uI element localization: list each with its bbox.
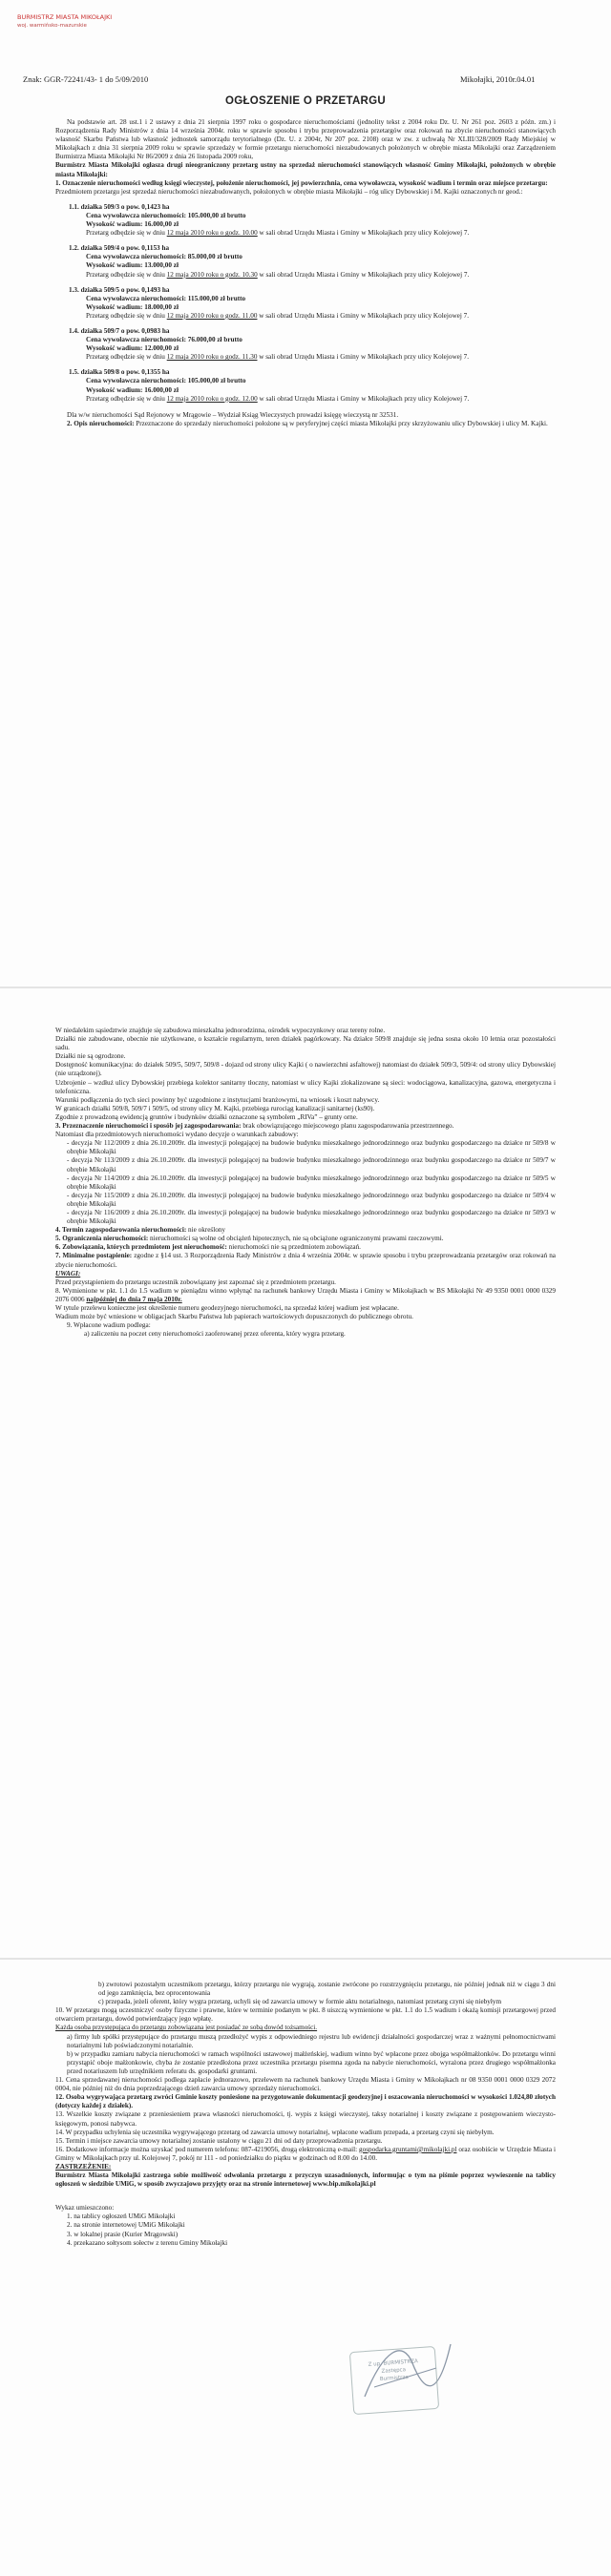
plot-time-suffix: w sali obrad Urzędu Miasta i Gminy w Mikołajkach przy ulicy Kolejowej 7. [259, 270, 470, 279]
stamp-line-2: Zastępca [381, 2367, 407, 2375]
announcement-body-1 [55, 118, 556, 428]
point-10a: a) firmy lub spółki przystępujące do przetargu muszą przedłożyć wypis z odpowiedniego rejestru lub ewidencji działalności gospodarczej wraz z ważnymi pełnomocnictwami notarialnymi lub poświadczonymi notarialnie. [67, 2032, 556, 2049]
plot-auction-date: 12 maja 2010 roku o godz. 11.30 [166, 353, 258, 362]
point-1-heading: 1. Oznaczenie nieruchomości według księgi wieczystej, położenie nieruchomości, jej powierzchnia, cena wywoławcza, wysokość wadium i termin oraz miejsce przetargu: [55, 178, 548, 187]
point-11: 11. Cena sprzedawanej nieruchomości podlega zapłacie jednorazowo, przelewem na rachunek bankowy Urzędu Miasta i Gminy w Mikołajkach nr 08 9350 0001 0000 0329 2072 0004, nie później niż do dnia poprzedzającego dzień zawarcia umowy sprzedaży nieruchomości. [55, 2076, 556, 2093]
point-7-label: 7. Minimalne postąpienie: [55, 1252, 133, 1260]
plot-item [55, 203, 556, 238]
plot-price: Cena wywoławcza nieruchomości: 105.000,00 zł brutto [86, 377, 246, 385]
plot-heading: 1.1. działka 509/3 o pow. 0,1423 ha [69, 202, 170, 211]
point-16-text: 16. Dodatkowe informacje można uzyskać pod numerem telefonu: 087-4219056, drogą elektroniczną e-mail: [55, 2145, 358, 2153]
point-7-text: zgodne z §14 ust. 3 Rozporządzenia Rady Ministrów z dnia 4 września 2004r. w sprawie sposobu i trybu przeprowadzania przetargów oraz rokowań na zbycie nieruchomości. [55, 1252, 556, 1269]
intro-paragraph: Na podstawie art. 28 ust.1 i 2 ustawy z dnia 21 sierpnia 1997 roku o gospodarce nieruchomościami (jednolity tekst z 2004 roku Dz. U. Nr 261 poz. 2603 z późn. zm.) i Rozporządzenia Rady Ministrów z dnia 14 września 2004r. roku w sprawie sposobu i trybu przeprowadzenia przetargów oraz rokowań na zbycie nieruchomości stanowiących własność Skarbu Państwa lub własność jednostek samorządu terytorialnego (Dz. U. z 2004r, Nr 207 poz. 2108) oraz w zw. z uchwałą Nr XLIII/328/2009 Rady Miejskiej w Mikołajkach z dnia 31 sierpnia 2009 roku w sprawie sprzedaży w formie przetargu nieruchomości niezabudowanych położonych w obrębie miasta Mikołajki oraz Zarządzeniem Burmistrza Miasta Mikołajki Nr 86/2009 z dnia 26 listopada 2009 roku, [55, 118, 556, 161]
plot-item [55, 327, 556, 362]
plot-price: Cena wywoławcza nieruchomości: 85.000,00 zł brutto [86, 253, 242, 261]
plot-item [55, 286, 556, 321]
land-register-note: Dla w/w nieruchomości Sąd Rejonowy w Mrągowie – Wydział Ksiąg Wieczystych prowadzi księgę wieczystą nr 32531. [67, 410, 399, 419]
posted-item: 3. w lokalnej prasie (Kurier Mrągowski) [67, 2230, 179, 2238]
decisions-intro: Natomiast dla przedmiotowych nieruchomości wydano decyzje o warunkach zabudowy: [55, 1131, 299, 1139]
plot-auction-date: 12 maja 2010 roku o godz. 10.30 [166, 270, 258, 279]
page-1 [0, 0, 611, 988]
remarks-heading: UWAGI: [55, 1269, 81, 1278]
plot-auction-time [69, 312, 556, 321]
decision-item: - decyzja Nr 116/2009 z dnia 26.10.2009r. dla inwestycji polegającej na budowie budynku mieszkalnego jednorodzinnego oraz budynku gospodarczego na działce nr 509/3 w obrębie Mikołajki [67, 1208, 556, 1226]
point-10: 10. W przetargu mogą uczestniczyć osoby fizyczne i prawne, które w terminie podanym w pkt. 8 uiszczą wymienione w pkt. 1.1 do 1.5 wadium i okażą komisji przetargowej przed otwarciem przetargu, dowód potwierdzający jego wpłatę. [55, 2006, 556, 2024]
plots-list [55, 203, 556, 404]
plot-time-prefix: Przetarg odbędzie się w dniu [86, 353, 165, 362]
reference-number: Znak: GGR-72241/43- 1 do 5/09/2010 [23, 74, 149, 84]
plot-time-suffix: w sali obrad Urzędu Miasta i Gminy w Mikołajkach przy ulicy Kolejowej 7. [259, 353, 470, 362]
official-stamp [349, 2346, 439, 2415]
point-12: 12. Osoba wygrywająca przetarg zwróci Gminie koszty poniesione na przygotowanie dokumentacji geodezyjnej i oszacowania nieruchomości w wysokości 1.024,80 złotych (dotyczy każdej z działek). [55, 2093, 556, 2110]
point-4-value: nie określony [188, 1226, 225, 1235]
point-13: 13. Wszelkie koszty związane z przeniesieniem prawa własności nieruchomości, tj. wypis z księgi wieczystej, taksy notarialnej i koszty związane z postępowaniem wieczysto-księgowym, ponosi nabywca. [55, 2110, 556, 2128]
posted-item: 1. na tablicy ogłoszeń UMiG Mikołajki [67, 2212, 176, 2221]
remarks-text: Przed przystąpieniem do przetargu uczestnik zobowiązany jest zapoznać się z przedmiotem przetargu. [55, 1278, 336, 1286]
description-line: Warunki podłączenia do tych sieci powinny być uzgodnione z instytucjami branżowymi, na wniosek i koszt nabywcy. [55, 1095, 380, 1104]
point-10b: b) w przypadku zamiaru nabycia nieruchomości w ramach wspólności ustawowej małżeńskiej, wadium winno być wpłacone przez obojga współmałżonków. Do przetargu winni przystąpić oboje małżonkowie, chyba że zostanie przedłożona przez uczestnika przetargu pisemna zgoda na nabycie nieruchomości, wyrażona przez drugiego współmałżonka przed notariuszem lub urzędnikiem referatu ds. gospodarki gruntami. [67, 2049, 556, 2075]
announcement-body-2 [55, 1027, 556, 1339]
point-15: 15. Termin i miejsce zawarcia umowy notarialnej zostanie ustalony w ciągu 21 dni od daty przeprowadzenia przetargu. [55, 2136, 383, 2145]
plot-heading: 1.3. działka 509/5 o pow. 0,1493 ha [69, 285, 170, 294]
decision-item: - decyzja Nr 115/2009 z dnia 26.10.2009r. dla inwestycji polegającej na budowie budynku mieszkalnego jednorodzinnego oraz budynku gospodarczego na działce nr 509/4 w obrębie Mikołajki [67, 1191, 556, 1208]
point-8-text: 8. Wymienione w pkt. 1.1 do 1.5 wadium w pieniądzu winno wpłynąć na rachunek bankowy Urzędu Miasta i Gminy w Mikołajkach w BS Mikołajki Nr 49 9350 0001 0000 0329 2076 0006 [55, 1286, 556, 1303]
plot-price: Cena wywoławcza nieruchomości: 115.000,00 zł brutto [86, 294, 246, 302]
transfer-note: W tytule przelewu konieczne jest określenie numeru geodezyjnego nieruchomości, na sprzedaż której wadium jest wpłacane. [55, 1304, 399, 1312]
point-2-text: Przeznaczone do sprzedaży nieruchomości położone są w peryferyjnej części miasta Mikołajki przy skrzyżowaniu ulicy Dybowskiej i ulicy M. Kajki. [136, 419, 548, 427]
plot-heading: 1.2. działka 509/4 o pow. 0,1153 ha [69, 244, 170, 253]
decision-item: - decyzja Nr 113/2009 z dnia 26.10.2009r. dla inwestycji polegającej na budowie budynku mieszkalnego jednorodzinnego oraz budynku gospodarczego na działce nr 509/7 w obrębie Mikołajki [67, 1156, 556, 1174]
page-3 [0, 1960, 611, 2576]
logo-line-2: woj. warmińsko-mazurskie [17, 23, 87, 29]
plot-time-prefix: Przetarg odbędzie się w dniu [86, 311, 165, 320]
point-6-label: 6. Zobowiązania, których przedmiotem jest nieruchomość: [55, 1243, 227, 1252]
plot-auction-time [69, 271, 556, 280]
posted-heading: Wykaz umieszczono: [55, 2204, 115, 2212]
decisions-list [55, 1139, 556, 1226]
page-title: OGŁOSZENIE O PRZETARGU [224, 95, 387, 107]
plot-item [55, 244, 556, 279]
identity-note: Każda osoba przystępująca do przetargu zobowiązana jest posiadać ze sobą dowód tożsamości. [55, 2024, 318, 2032]
plot-heading: 1.5. działka 509/8 o pow. 0,1355 ha [69, 368, 170, 377]
plot-auction-time [69, 395, 556, 404]
plot-time-suffix: w sali obrad Urzędu Miasta i Gminy w Mikołajkach przy ulicy Kolejowej 7. [259, 229, 470, 238]
posted-list [55, 2212, 556, 2247]
point-2-label: 2. Opis nieruchomości: [67, 419, 135, 427]
plot-time-prefix: Przetarg odbędzie się w dniu [86, 229, 165, 238]
plot-deposit: Wysokość wadium: 18.000,00 zł [86, 302, 179, 311]
point-5-label: 5. Ograniczenia nieruchomości: [55, 1235, 149, 1243]
point-9b: b) zwrotowi pozostałym uczestnikom przetargu, którzy przetargu nie wygrają, zostanie zwrócone po rozstrzygnięciu przetargu, nie później jednak niż w ciągu 3 dni od jego zamknięcia, bez oprocentowania [98, 1981, 556, 1998]
point-9a: a) zaliczeniu na poczet ceny nieruchomości zaoferowanej przez oferenta, który wygra przetarg. [84, 1330, 346, 1339]
header-logo [17, 13, 208, 31]
place-date: Mikołajki, 2010r.04.01 [460, 74, 536, 84]
plot-deposit: Wysokość wadium: 13.000,00 zł [86, 261, 179, 270]
point-5-text: nieruchomości są wolne od obciążeń hipotecznych, nie są obciążone ograniczonymi prawami rzeczowymi. [150, 1235, 444, 1243]
description-line: Uzbrojenie – wzdłuż ulicy Dybowskiej przebiega kolektor sanitarny tłoczny, natomiast w ulicy Kajki zlokalizowane są sieci: wodociągowa, kanalizacyjna, gazowa, energetyczna i telefoniczna. [55, 1078, 556, 1095]
plot-item [55, 368, 556, 403]
logo-line-1: BURMISTRZ MIASTA MIKOŁAJKI [17, 13, 113, 21]
description-line: Dostępność komunikacyjna: do działek 509/5, 509/7, 509/8 - dojazd od strony ulicy Kajki ( o nawierzchni asfaltowej) natomiast do działek 509/3, 509/4: od strony ulicy Dybowskiej (nie urządzonej). [55, 1061, 556, 1078]
subject-paragraph: Przedmiotem przetargu jest sprzedaż nieruchomości niezabudowanych, położonych w obrębie miasta Mikołajki – róg ulicy Dybowskiej i M. Kajki oznaczonych nr geod.: [55, 187, 523, 196]
bold-intro: Burmistrz Miasta Mikołajki ogłasza drugi nieograniczony przetarg ustny na sprzedaż nieruchomości stanowiących własność Gminy Mikołajki, położonych w obrębie miasta Mikołajki: [55, 161, 556, 178]
description-line: Działki nie zabudowane, obecnie nie użytkowane, o kształcie regularnym, teren działek pagórkowaty. Na działce 509/8 znajduje się jedna sosna około 10 letnia oraz pozostałości sadu. [55, 1035, 556, 1052]
point-4-label: 4. Termin zagospodarowania nieruchomości: [55, 1226, 187, 1235]
point-14: 14. W przypadku uchylenia się uczestnika wygrywającego przetarg od zawarcia umowy notarialnej, wpłacone wadium przepada, a przetarg czyni się niebyłym. [55, 2128, 495, 2136]
description-line: Zgodnie z prowadzoną ewidencją gruntów i budynków działki oznaczone są symbolem „RIVa” – grunty orne. [55, 1112, 358, 1121]
plot-deposit: Wysokość wadium: 16.000,00 zł [86, 220, 179, 229]
page-2 [0, 988, 611, 1960]
stamp-line-3: Burmistrza [379, 2374, 409, 2383]
plot-auction-date: 12 maja 2010 roku o godz. 10.00 [166, 229, 258, 238]
decision-item: - decyzja Nr 112/2009 z dnia 26.10.2009r. dla inwestycji polegającej na budowie budynku mieszkalnego jednorodzinnego oraz budynku gospodarczego na działce nr 509/8 w obrębie Mikołajki [67, 1139, 556, 1156]
point-3-text: brak obowiązującego miejscowego planu zagospodarowania przestrzennego. [242, 1122, 454, 1131]
point-3-label: 3. Przeznaczenie nieruchomości i sposób jej zagospodarowania: [55, 1122, 242, 1131]
reservation-heading: ZASTRZEŻENIE: [55, 2162, 112, 2171]
plot-heading: 1.4. działka 509/7 o pow. 0,0983 ha [69, 326, 170, 335]
plot-deposit: Wysokość wadium: 12.000,00 zł [86, 344, 179, 353]
description-lines [55, 1027, 556, 1122]
description-line: W granicach działki 509/8, 509/7 i 509/5, od strony ulicy M. Kajki, przebiega rurociąg kanalizacji sanitarnej (ks90). [55, 1104, 375, 1112]
plot-time-suffix: w sali obrad Urzędu Miasta i Gminy w Mikołajkach przy ulicy Kolejowej 7. [259, 311, 470, 320]
plot-auction-date: 12 maja 2010 roku o godz. 11.00 [166, 311, 258, 320]
plot-auction-time [69, 229, 556, 238]
deposit-deadline: najpóźniej do dnia 7 maja 2010r. [86, 1295, 182, 1303]
plot-time-prefix: Przetarg odbędzie się w dniu [86, 270, 165, 279]
point-16-text-end: oraz osobiście w Urzędzie Miasta i Gminy w Mikołajkach przy ul. Kolejowej 7, pokój nr 111 - od poniedziałku do piątku w godzinach od 8.00 do 14.00. [55, 2145, 556, 2162]
plot-auction-date: 12 maja 2010 roku o godz. 12.00 [166, 394, 258, 403]
decision-item: - decyzja Nr 114/2009 z dnia 26.10.2009r. dla inwestycji polegającej na budowie budynku mieszkalnego jednorodzinnego oraz budynku gospodarczego na działce nr 509/5 w obrębie Mikołajki [67, 1174, 556, 1191]
posted-item: 2. na stronie internetowej UMiG Mikołajki [67, 2221, 185, 2230]
reservation-text: Burmistrz Miasta Mikołajki zastrzega sobie możliwość odwołania przetargu z przyczyn uzasadnionych, informując o tym na piśmie poprzez wywieszenie na tablicy ogłoszeń w siedzibie UMiG, w sposób zwyczajowo przyjęty oraz na stronie internetowej www.bip.mikolajki.pl [55, 2171, 556, 2189]
bonds-note: Wadium może być wniesione w obligacjach Skarbu Państwa lub papierach wartościowych dopuszczonych do publicznego obrotu. [55, 1313, 413, 1321]
plot-price: Cena wywoławcza nieruchomości: 105.000,00 zł brutto [86, 211, 246, 219]
plot-time-prefix: Przetarg odbędzie się w dniu [86, 394, 165, 403]
point-9c: c) przepada, jeżeli oferent, który wygra przetarg, uchyli się od zawarcia umowy w formie aktu notarialnego, natomiast przetarg czyni się niebyłym [98, 1998, 502, 2006]
announcement-body-3 [55, 1981, 556, 2248]
plot-time-suffix: w sali obrad Urzędu Miasta i Gminy w Mikołajkach przy ulicy Kolejowej 7. [259, 394, 470, 403]
stamp-line-1: Z up. BURMISTRZA [368, 2358, 418, 2368]
point-9: 9. Wpłacone wadium podlega: [67, 1321, 151, 1330]
plot-price: Cena wywoławcza nieruchomości: 76.000,00 zł brutto [86, 336, 242, 344]
posted-item: 4. przekazano sołtysom sołectw z terenu Gminy Mikołajki [67, 2238, 228, 2247]
plot-auction-time [69, 353, 556, 362]
contact-email-link[interactable]: gospodarka.gruntami@mikolajki.pl [359, 2145, 457, 2153]
description-line: W niedalekim sąsiedztwie znajduje się zabudowa mieszkalna jednorodzinna, ośrodek wypoczynkowy oraz tereny rolne. [55, 1027, 386, 1034]
description-line: Działki nie są ogrodzone. [55, 1052, 126, 1061]
plot-deposit: Wysokość wadium: 16.000,00 zł [86, 385, 179, 394]
point-6-text: nieruchomości nie są przedmiotem zobowiązań. [228, 1243, 361, 1252]
